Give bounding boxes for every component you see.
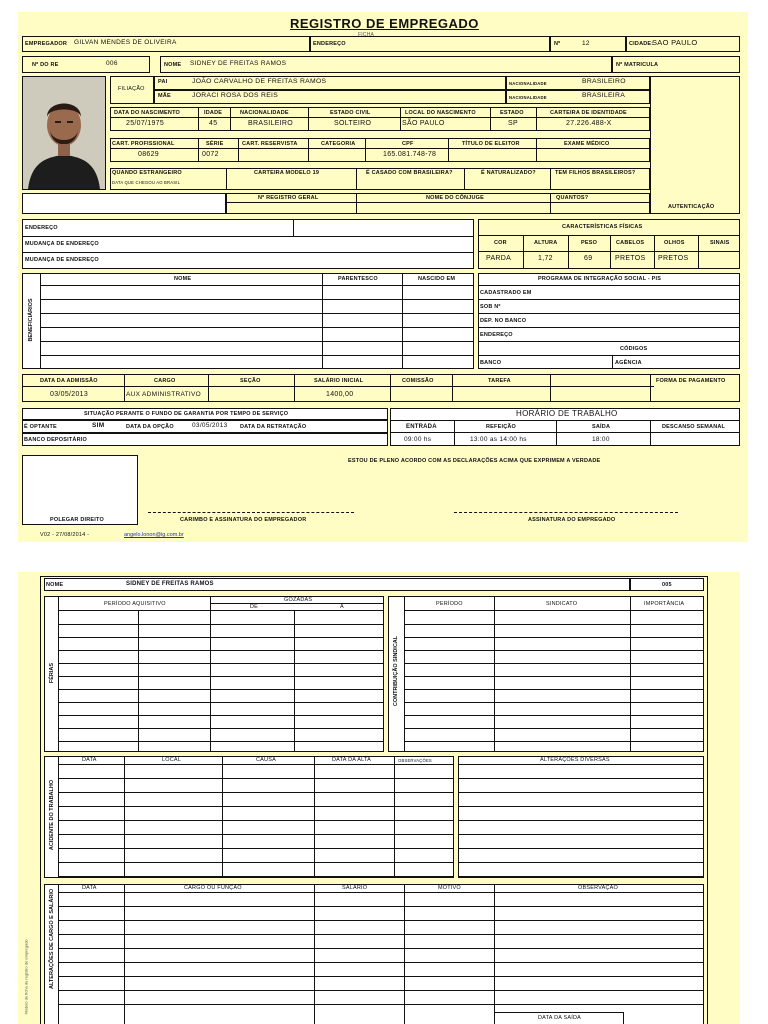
pis-agencia-label: AGÊNCIA [615, 360, 642, 366]
gozadas-label: GOZADAS [284, 597, 313, 603]
horario-label: HORÁRIO DE TRABALHO [516, 409, 618, 418]
acidente-row-line [58, 806, 454, 807]
autenticacao-box [650, 76, 740, 214]
matricula-label: Nº MATRICULA [616, 62, 659, 68]
reservista-label: CART. RESERVISTA [242, 141, 298, 147]
altura-label: ALTURA [534, 240, 558, 246]
endereco2-label[interactable]: ENDEREÇO [25, 225, 58, 231]
nre-label: Nº DO RE [32, 62, 59, 68]
ferias-row-line [58, 637, 384, 638]
ben-nascido-label: NASCIDO EM [418, 276, 456, 282]
ferias-row-line [58, 676, 384, 677]
de-label: DE [250, 604, 259, 610]
periodo-label: PERÍODO [436, 601, 463, 607]
olhos-label: OLHOS [664, 240, 685, 246]
verso-nome-value: SIDNEY DE FREITAS RAMOS [126, 581, 214, 587]
tarefa-label: TAREFA [488, 378, 511, 384]
registro-geral-label: Nº REGISTRO GERAL [258, 195, 319, 201]
pis-dep-label: DEP. NO BANCO [480, 318, 527, 324]
data-saida-label: DATA DA SAÍDA [538, 1015, 582, 1021]
pis-sob-label: SOB Nº [480, 304, 501, 310]
cor-label: COR [494, 240, 507, 246]
numero-value: 12 [582, 40, 590, 47]
ferias-label: FÉRIAS [49, 662, 55, 684]
ben-parentesco-label: PARENTESCO [338, 276, 378, 282]
salario-value[interactable]: 1400,00 [326, 391, 354, 398]
secao-label: SEÇÃO [240, 378, 261, 384]
ferias-row-line [58, 624, 384, 625]
cidade-label: CIDADE: [629, 41, 654, 47]
opcao-value[interactable]: 03/05/2013 [192, 422, 228, 429]
filhos-label: TEM FILHOS BRASILEIROS? [555, 170, 636, 176]
alteracoes-diversas-row-line [458, 862, 704, 863]
contribuicao-row-line [404, 676, 704, 677]
caracteristicas-label: CARACTERÍSTICAS FÍSICAS [562, 224, 643, 230]
observacao-label: OBSERVAÇÃO [578, 885, 619, 891]
olhos-value[interactable]: PRETOS [658, 255, 689, 262]
acidente-row-line [58, 876, 454, 877]
local-nasc-label: LOCAL DO NASCIMENTO [405, 110, 476, 116]
alt-cargo-row-line [58, 948, 704, 949]
salario-label: SALÁRIO INICIAL [314, 378, 364, 384]
peso-value[interactable]: 69 [584, 255, 593, 262]
alteracoes-diversas-row-line [458, 778, 704, 779]
serie-value[interactable]: 0072 [202, 151, 219, 158]
acidente-table [44, 756, 454, 878]
cor-value[interactable]: PARDA [486, 255, 512, 262]
verso-sheet [18, 572, 740, 1024]
assinatura-label: ASSINATURA DO EMPREGADO [528, 517, 616, 523]
acordo-text: ESTOU DE PLENO ACORDO COM AS DECLARAÇÕES ACIMA QUE EXPRIMEM A VERDADE [348, 458, 601, 464]
autenticacao-label: AUTENTICAÇÃO [668, 204, 715, 210]
alteracoes-diversas-label: ALTERAÇÕES DIVERSAS [540, 757, 610, 763]
verso-nre-value: 005 [662, 582, 672, 588]
pis-banco-label: BANCO [480, 360, 502, 366]
alt-cargo-row-line [58, 976, 704, 977]
cargo-funcao-label: CARGO OU FUNÇÃO [184, 885, 242, 891]
pai-label: PAI [158, 79, 168, 85]
pis-cadastrado-label: CADASTRADO EM [480, 290, 532, 296]
numero-label: Nº [554, 41, 561, 47]
alteracoes-diversas-row-line [458, 820, 704, 821]
empregador-label: EMPREGADOR [25, 41, 68, 47]
registro-empregado-sheet [18, 12, 748, 542]
estado-civil-label: ESTADO CIVIL [330, 110, 371, 116]
polegar-box [22, 455, 138, 525]
admissao-label: DATA DA ADMISSÃO [40, 378, 98, 384]
estado-value[interactable]: SP [508, 120, 518, 127]
data2-label: DATA [82, 885, 97, 891]
pai-value: JOÃO CARVALHO DE FREITAS RAMOS [192, 78, 327, 85]
polegar-label: POLEGAR DIREITO [50, 517, 104, 523]
acidente-row-line [58, 820, 454, 821]
nasc-value[interactable]: 25/07/1975 [126, 120, 165, 127]
sheet-title: REGISTRO DE EMPREGADO [290, 16, 479, 31]
ferias-row-line [58, 663, 384, 664]
cpf-value[interactable]: 165.081.748-78 [383, 151, 437, 158]
ferias-row-line [58, 715, 384, 716]
cargo-value[interactable]: AUX ADMINISTRATIVO [126, 391, 201, 398]
categoria-label: CATEGORIA [321, 141, 356, 147]
ferias-row-line [58, 689, 384, 690]
beneficiarios-label: BENEFICIÁRIOS [28, 298, 34, 342]
ben-nome-label: NOME [174, 276, 192, 282]
entrada-value[interactable]: 09:00 hs [404, 436, 432, 443]
motivo-label: MOTIVO [438, 885, 461, 891]
mae-value: JORACI ROSA DOS REIS [192, 92, 279, 99]
acidente-row-line [58, 848, 454, 849]
nasc-label: DATA DO NASCIMENTO [114, 110, 181, 116]
sinais-label: SINAIS [710, 240, 730, 246]
side-note: Modelo de ficha de registro de empregado [23, 939, 29, 1015]
alteracoes-diversas-row-line [458, 806, 704, 807]
ferias-row-line [58, 741, 384, 742]
verso-nome-label: NOME [46, 582, 64, 588]
nre-value: 006 [106, 60, 118, 67]
acidente-row-line [58, 862, 454, 863]
estado-label: ESTADO [500, 110, 524, 116]
opcao-label: DATA DA OPÇÃO [126, 424, 174, 430]
employee-photo-frame [22, 76, 106, 190]
employee-photo [23, 77, 105, 189]
data-label: DATA [82, 757, 97, 763]
mudanca1-label[interactable]: MUDANÇA DE ENDEREÇO [25, 241, 99, 247]
version-text: V02 - 27/08/2014 - [40, 532, 90, 538]
saida-value[interactable]: 18:00 [592, 436, 610, 443]
alteracoes-diversas-row-line [458, 834, 704, 835]
alteracoes-diversas-row-line [458, 876, 704, 877]
contrib-label: CONTRIBUIÇÃO SINDICAL [393, 635, 399, 707]
cpf-label: CPF [402, 141, 414, 147]
contribuicao-row-line [404, 637, 704, 638]
carteira19-label: CARTEIRA MODELO 19 [254, 170, 320, 176]
nac-mae-value: BRASILEIRA [582, 92, 626, 99]
refeicao-label: REFEIÇÃO [486, 424, 517, 430]
alt-cargo-label: ALTERAÇÕES DE CARGO E SALÁRIO [49, 888, 55, 989]
alt-cargo-row-line [58, 990, 704, 991]
causa-label: CAUSA [256, 757, 276, 763]
refeicao-value[interactable]: 13:00 as 14:00 hs [470, 436, 527, 443]
empregador-value: GILVAN MENDES DE OLIVEIRA [74, 39, 177, 46]
verso-salario-label: SALÁRIO [342, 885, 368, 891]
peso-label: PESO [581, 240, 598, 246]
estado-civil-value[interactable]: SOLTEIRO [334, 120, 372, 127]
alteracoes-diversas-row-line [458, 848, 704, 849]
cabelos-value[interactable]: PRETOS [615, 255, 646, 262]
descanso-label: DESCANSO SEMANAL [662, 424, 726, 430]
contribuicao-row-line [404, 728, 704, 729]
comissao-label: COMISSÃO [402, 378, 434, 384]
a-label: A [340, 604, 344, 610]
nac-mae-label: NACIONALIDADE [509, 95, 547, 100]
alt-cargo-row-line [58, 934, 704, 935]
idade-value[interactable]: 45 [209, 120, 218, 127]
identidade-value[interactable]: 27.226.488-X [566, 120, 612, 127]
contribuicao-row-line [404, 715, 704, 716]
alteracoes-diversas-table [458, 756, 704, 878]
chegou-label: DATA QUE CHEGOU AO BRASIL [112, 180, 181, 185]
endereco-empregador-field[interactable] [310, 36, 550, 52]
fgts-label: SITUAÇÃO PERANTE O FUNDO DE GARANTIA POR TEMPO DE SERVIÇO [84, 411, 289, 417]
data-alta-label: DATA DA ALTA [332, 757, 371, 763]
chegada-field[interactable] [22, 193, 226, 214]
acidente-row-line [58, 834, 454, 835]
alt-cargo-table [44, 884, 704, 1024]
alt-cargo-row-line [58, 906, 704, 907]
titulo-label: TÍTULO DE ELEITOR [462, 141, 520, 147]
serie-label: SÉRIE [206, 141, 224, 147]
contribuicao-row-line [404, 689, 704, 690]
cargo-label: CARGO [154, 378, 176, 384]
nac-pai-value: BRASILEIRO [582, 78, 626, 85]
contribuicao-row-line [404, 624, 704, 625]
contribuicao-row-line [404, 650, 704, 651]
nac-pai-label: NACIONALIDADE [509, 81, 547, 86]
admissao-value[interactable]: 03/05/2013 [50, 391, 89, 398]
periodo-aquisitivo-label: PERÍODO AQUISITIVO [104, 601, 166, 607]
contribuicao-row-line [404, 663, 704, 664]
cidade-value: SAO PAULO [652, 38, 698, 47]
naturalizado-label: É NATURALIZADO? [481, 170, 536, 176]
pis-label: PROGRAMA DE INTEGRAÇÃO SOCIAL - PIS [538, 276, 662, 282]
alt-cargo-row-line [58, 962, 704, 963]
mudanca2-label[interactable]: MUDANÇA DE ENDEREÇO [25, 257, 99, 263]
idade-label: IDADE [204, 110, 223, 116]
nacionalidade-label: NACIONALIDADE [240, 110, 289, 116]
nome-label: NOME [164, 62, 182, 68]
entrada-label: ENTRADA [406, 424, 437, 430]
retratacao-label: DATA DA RETRATAÇÃO [240, 424, 307, 430]
cart-prof-value[interactable]: 08629 [138, 151, 159, 158]
carimbo-label: CARIMBO E ASSINATURA DO EMPREGADOR [180, 517, 307, 523]
conjuge-label: NOME DO CÔNJUGE [426, 195, 485, 201]
importancia-label: IMPORTÂNCIA [644, 601, 685, 607]
local-label: LOCAL [162, 757, 182, 763]
nacionalidade-value[interactable]: BRASILEIRO [248, 120, 294, 127]
ferias-row-line [58, 650, 384, 651]
saida-label: SAÍDA [592, 424, 611, 430]
nome-value: SIDNEY DE FREITAS RAMOS [190, 60, 287, 67]
acidente-row-line [58, 778, 454, 779]
quantos-label: QUANTOS? [556, 195, 589, 201]
alt-cargo-row-line [58, 920, 704, 921]
forma-pag-label: FORMA DE PAGAMENTO [656, 378, 726, 384]
identidade-label: CARTEIRA DE IDENTIDADE [550, 110, 627, 116]
pis-codigos-label: CÓDIGOS [620, 346, 648, 352]
casado-label: É CASADO COM BRASILEIRA? [366, 170, 453, 176]
sindicato-label: SINDICATO [546, 601, 578, 607]
acidente-row-line [58, 792, 454, 793]
altura-value[interactable]: 1,72 [538, 255, 553, 262]
contribuicao-row-line [404, 702, 704, 703]
ferias-row-line [58, 728, 384, 729]
filiacao-label: FILIAÇÃO [118, 86, 145, 92]
estrangeiro-label: QUANDO ESTRANGEIRO [112, 170, 182, 176]
ferias-row-line [58, 702, 384, 703]
contribuicao-row-line [404, 741, 704, 742]
optante-label: É OPTANTE [24, 424, 57, 430]
exame-label: EXAME MÉDICO [564, 141, 610, 147]
optante-value[interactable]: SIM [92, 422, 105, 429]
cabelos-label: CABELOS [616, 240, 645, 246]
endereco-label: ENDEREÇO [313, 41, 346, 47]
alteracoes-diversas-row-line [458, 792, 704, 793]
acidente-label: ACIDENTE DO TRABALHO [49, 779, 55, 851]
obs-label: OBSERVAÇÕES [398, 758, 432, 763]
email-link[interactable]: angelo.lonon@ig.com.br [124, 532, 184, 538]
ghost-title: FICHA [358, 32, 374, 38]
mae-label: MÃE [158, 93, 171, 99]
pis-endereco-label: ENDEREÇO [480, 332, 513, 338]
local-nasc-value[interactable]: SÃO PAULO [402, 120, 445, 127]
cart-prof-label: CART. PROFISSIONAL [112, 141, 175, 147]
banco-dep-label[interactable]: BANCO DEPOSITÁRIO [24, 437, 87, 443]
alt-cargo-row-line [58, 1004, 704, 1005]
